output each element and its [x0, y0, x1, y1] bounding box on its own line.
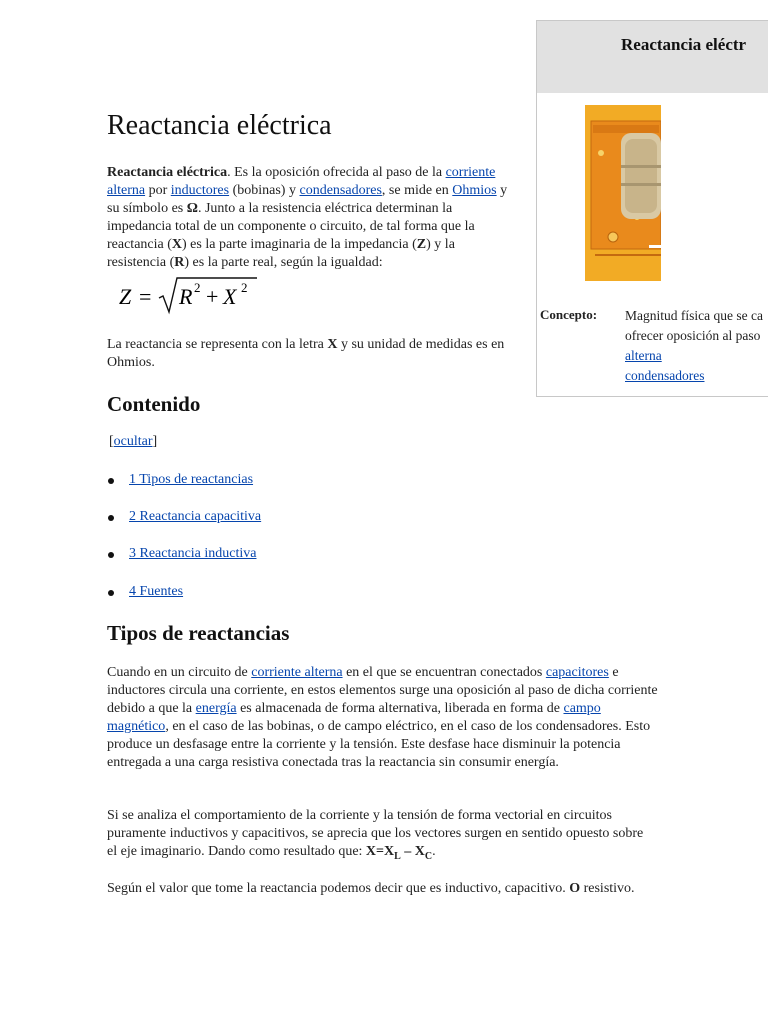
ocultar-link[interactable]: ocultar	[113, 434, 153, 449]
eq-sub-l: L	[394, 850, 401, 862]
text: , en el caso de las bobinas, o de campo eléctrico, en el caso de los condensadores. Esto produce un desfasage entre la corriente y la tensión. Este desfase hace disminuir la potencia entregada a una carga resistiva conectada tras la reactancia sin consumir energía.	[107, 719, 651, 770]
bullet-icon	[108, 590, 114, 596]
page-title: Reactancia eléctrica	[107, 110, 332, 141]
corriente-alterna-link[interactable]: corriente alterna	[107, 165, 496, 198]
alterna-link[interactable]: alterna	[625, 348, 662, 363]
bullet-icon	[108, 515, 114, 521]
text: y su símbolo es	[107, 183, 508, 216]
inductor-photo[interactable]	[585, 105, 661, 281]
symbol-z: Z	[416, 237, 427, 252]
svg-text:=: =	[139, 284, 152, 309]
symbol-r: R	[174, 255, 185, 270]
toc-item	[129, 584, 183, 600]
toc-item	[129, 509, 261, 525]
section-paragraph	[107, 807, 655, 866]
reactance-note	[107, 336, 522, 372]
infobox-concepto-line: ofrecer oposición al paso	[625, 328, 761, 343]
infobox	[536, 20, 768, 397]
bracket: ]	[152, 434, 158, 449]
eq-part: X=X	[365, 844, 395, 859]
text: e inductores circula una corriente, en estos elementos surge una oposición al paso de dicha corriente debido a que la	[107, 665, 658, 716]
bracket: [	[109, 434, 114, 449]
corriente-alterna-link[interactable]: corriente alterna	[251, 665, 343, 680]
text: .	[432, 844, 436, 859]
svg-text:2: 2	[241, 280, 248, 295]
eq-part: – X	[400, 844, 425, 859]
text: ) y la resistencia (	[107, 237, 455, 270]
toc-toggle	[109, 434, 157, 450]
omega-symbol: Ω	[186, 201, 198, 216]
section-paragraph	[107, 664, 662, 772]
condensadores-link[interactable]: condensadores	[299, 183, 382, 198]
svg-text:2: 2	[194, 280, 201, 295]
infobox-concepto-line: Magnitud física que se ca	[625, 308, 763, 323]
section-heading-tipos: Tipos de reactancias	[107, 621, 290, 645]
contents-heading: Contenido	[107, 392, 201, 416]
svg-text:+: +	[206, 284, 219, 309]
bullet-icon	[108, 552, 114, 558]
reactance-equation	[365, 844, 433, 862]
inductores-link[interactable]: inductores	[170, 183, 230, 198]
text: Cuando en un circuito de	[107, 665, 252, 680]
symbol-x: X	[171, 237, 183, 252]
bullet-icon	[108, 478, 114, 484]
bold-o: O	[569, 881, 581, 896]
text: resistivo.	[580, 881, 635, 896]
text: por	[145, 183, 171, 198]
intro-bold-term: Reactancia eléctrica	[107, 165, 228, 180]
toc-link-tipos[interactable]: 1 Tipos de reactancias	[129, 472, 254, 487]
capacitores-link[interactable]: capacitores	[545, 665, 609, 680]
text: ) es la parte real, según la igualdad:	[184, 255, 383, 270]
infobox-concepto-value	[625, 306, 768, 386]
eq-sub-c: C	[424, 850, 433, 862]
section-paragraph	[107, 880, 655, 898]
text: Según el valor que tome la reactancia podemos decir que es inductivo, capacitivo.	[107, 881, 570, 896]
ohmios-link[interactable]: Ohmios	[452, 183, 497, 198]
energia-link[interactable]: energía	[195, 701, 237, 716]
toc-link-fuentes[interactable]: 4 Fuentes	[129, 584, 184, 599]
svg-text:X: X	[223, 284, 237, 309]
text: La reactancia se representa con la letra	[107, 337, 328, 352]
text: en el que se encuentran conectados	[342, 665, 546, 680]
infobox-title: Reactancia eléctr	[621, 35, 747, 54]
text: es almacenada de forma alternativa, liberada en forma de	[236, 701, 564, 716]
infobox-header	[537, 21, 768, 93]
intro-paragraph	[107, 164, 517, 272]
condensadores-link[interactable]: condensadores	[625, 368, 705, 383]
inductor-image-graphic	[585, 105, 661, 281]
text: Si se analiza el comportamiento de la corriente y la tensión de forma vectorial en circuitos puramente inductivos y capacitivos, se aprecia que los vectores surgen en sentido opuesto sobre el eje imaginario. Dando como resultado que:	[107, 808, 644, 859]
symbol-x: X	[327, 337, 338, 352]
toc-item	[129, 546, 257, 562]
campo-magnetico-link[interactable]: campo magnético	[107, 701, 601, 734]
text: , se mide en	[381, 183, 453, 198]
formula-graphic	[119, 274, 279, 318]
impedance-formula	[119, 274, 279, 318]
text: (bobinas) y	[229, 183, 300, 198]
text: . Es la oposición ofrecida al paso de la	[227, 165, 446, 180]
toc-link-inductiva[interactable]: 3 Reactancia inductiva	[129, 546, 257, 561]
text: . Junto a la resistencia eléctrica determinan la impedancia total de un componente o circuito, de tal forma que la reactancia (	[107, 201, 475, 252]
svg-text:Z: Z	[119, 284, 132, 309]
toc-link-capacitiva[interactable]: 2 Reactancia capacitiva	[129, 509, 262, 524]
svg-text:R: R	[179, 284, 193, 309]
infobox-concepto-label: Concepto:	[540, 307, 598, 322]
text: ) es la parte imaginaria de la impedancia (	[182, 237, 417, 252]
text: y su unidad de medidas es en Ohmios.	[107, 337, 505, 370]
toc-item	[129, 472, 253, 488]
